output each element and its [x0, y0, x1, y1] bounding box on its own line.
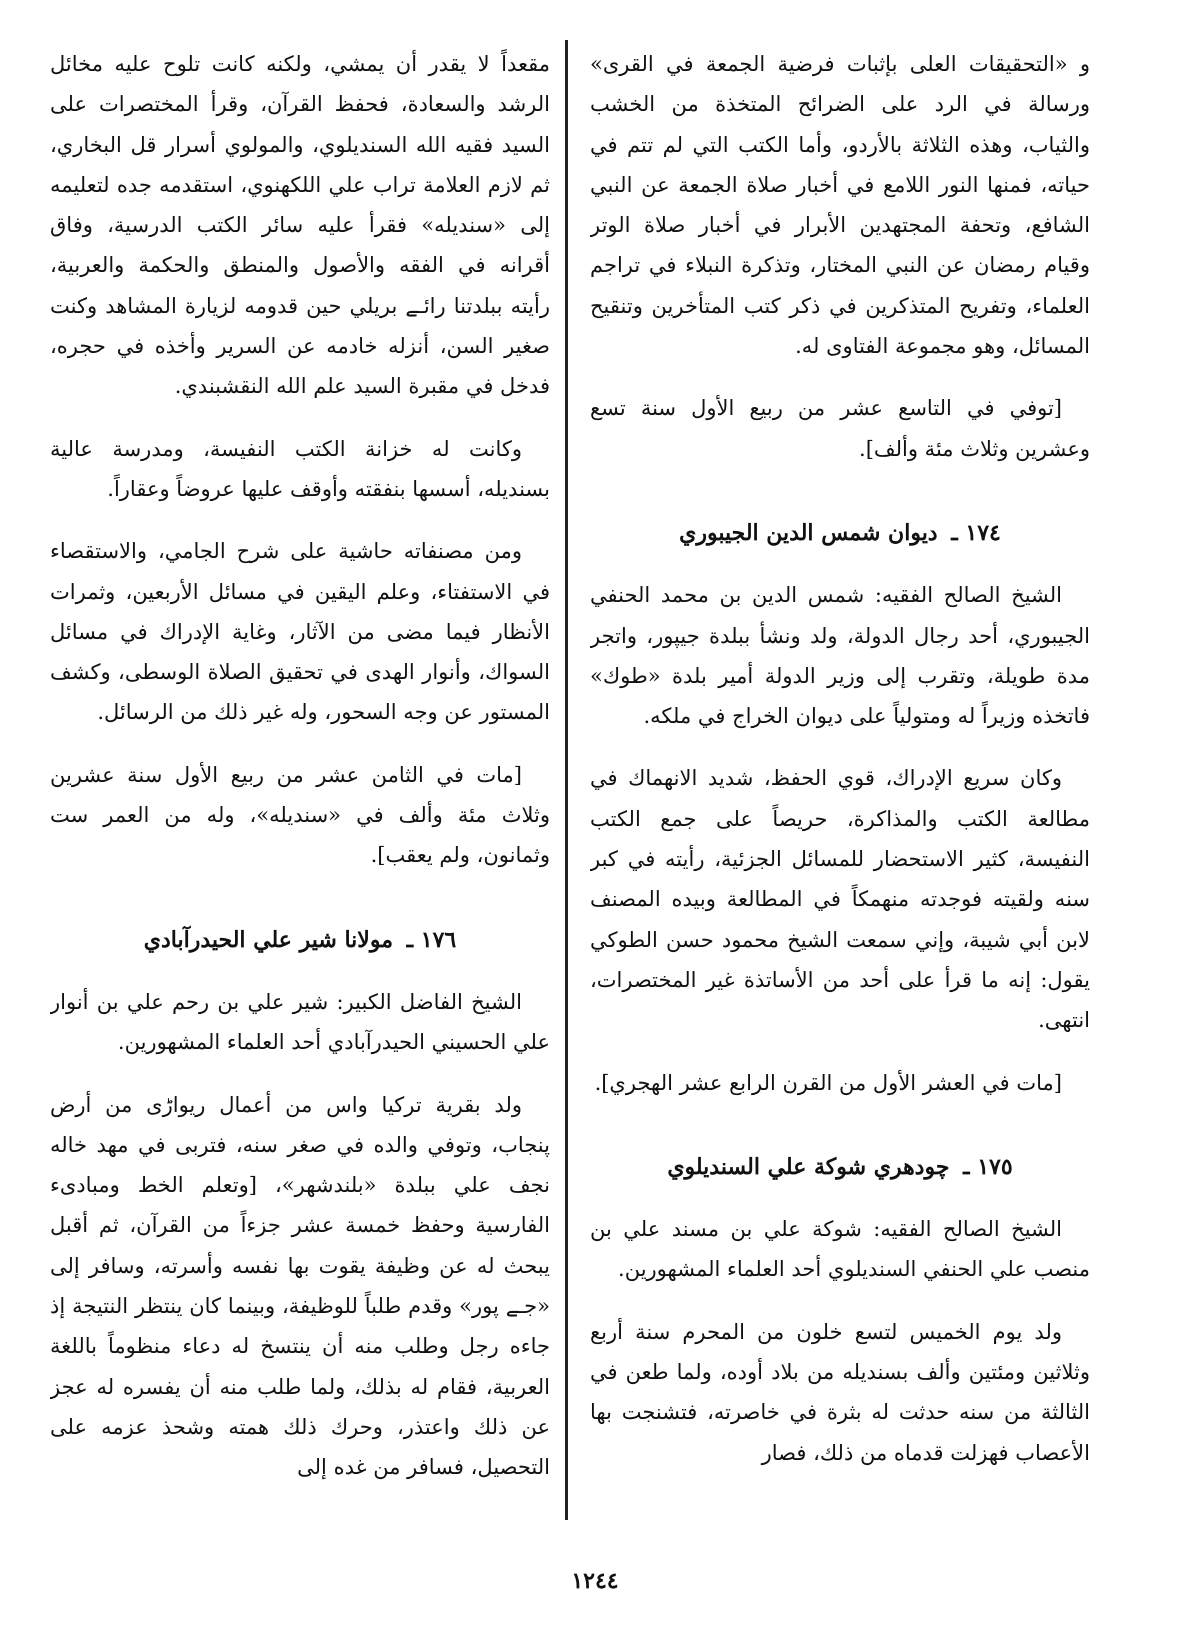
entry-number: ١٧٦ ـ	[406, 926, 457, 953]
paragraph: الشيخ الفاضل الكبير: شير علي بن رحم علي بن أنوار علي الحسيني الحيدرآبادي أحد العلماء المشهورين.	[50, 989, 550, 1055]
paragraph: و «التحقيقات العلى بإثبات فرضية الجمعة في القرى» ورسالة في الرد على الضرائح المتخذة من الخشب والثياب، وهذه الثلاثة بالأردو، وأما الكتب التي لم تتم في حياته، فمنها النور اللامع في أخبار صلاة الجمعة عن النبي الشافع، وتحفة المجتهدين الأبرار في أخبار صلاة الوتر وقيام رمضان عن النبي المختار، وتذكرة النبلاء في تراجم العلماء، وتفريح المتذكرين في ذكر كتب المتأخرين وتنقيح المسائل، وهو مجموعة الفتاوى له.	[590, 52, 1090, 359]
entry-heading-175	[590, 1147, 1090, 1187]
column-divider	[565, 40, 568, 1520]
right-column	[590, 44, 1090, 1544]
paragraph: الشيخ الصالح الفقيه: شوكة علي بن مسند علي بن منصب علي الحنفي السنديلوي أحد العلماء المشهورين.	[590, 1217, 1090, 1282]
paragraph: ولد بقرية تركيا واس من أعمال ريواڑى من أرض پنجاب، وتوفي والده في صغر سنه، فتربى في مهد خاله نجف علي ببلدة «بلندشهر»، [وتعلم الخط ومبادىء الفارسية وحفظ خمسة عشر جزءاً من القرآن، ثم أقبل يبحث له عن وظيفة يقوت بها نفسه وأسرته، وسافر إلى «جـے پور» وقدم طلباً للوظيفة، وبينما كان ينتظر النتيجة إذ جاءه رجل وطلب منه أن ينتسخ له دعاء منظوماً باللغة العربية، فقام له بذلك، ولما طلب منه أن يفسره له عجز عن ذلك واعتذر، وحرك ذلك همته وشحذ عزمه على التحصيل، فسافر من غده إلى	[50, 1092, 550, 1480]
page-number: ١٢٤٤	[571, 1568, 619, 1594]
paragraph: مقعداً لا يقدر أن يمشي، ولكنه كانت تلوح عليه مخائل الرشد والسعادة، فحفظ القرآن، وقرأ المختصرات على السيد فقيه الله السنديلوي، والمولوي أسرار قل البخاري، ثم لازم العلامة تراب علي اللكهنوي، استقدمه جده لتعليمه إلى «سنديله» فقرأ عليه سائر الكتب الدرسية، وفاق أقرانه في الفقه والأصول والمنطق والحكمة والعربية، رأيته ببلدتنا رائـے بريلي حين قدومه لزيارة المشاهد وكنت صغير السن، أنزله خادمه عن السرير وأخذه في حجره، فدخل في مقبرة السيد علم الله النقشبندي.	[50, 52, 550, 399]
paragraph: وكان سريع الإدراك، قوي الحفظ، شديد الانهماك في مطالعة الكتب والمذاكرة، حريصاً على جمع الكتب النفيسة، كثير الاستحضار للمسائل الجزئية، رأيته في كبر سنه ولقيته فوجدته منهمكاً في المطالعة وبيده المصنف لابن أبي شيبة، وإني سمعت الشيخ محمود حسن الطوكي يقول: إنه ما قرأ على أحد من الأساتذة غير المختصرات، انتهى.	[590, 766, 1090, 1033]
death-note: [مات في الثامن عشر من ربيع الأول سنة عشرين وثلاث مئة وألف في «سنديله»، وله من العمر ست وثمانون، ولم يعقب].	[50, 762, 550, 868]
entry-title: مولانا شير علي الحيدرآبادي	[143, 926, 393, 953]
entry-title: چودهري شوكة علي السنديلوي	[667, 1153, 950, 1180]
entry-title: ديوان شمس الدين الجيبوري	[679, 519, 938, 546]
paragraph: وكانت له خزانة الكتب النفيسة، ومدرسة عالية بسنديله، أسسها بنفقته وأوقف عليها عروضاً وعقاراً.	[50, 436, 550, 501]
left-column	[50, 44, 550, 1544]
paragraph: ومن مصنفاته حاشية على شرح الجامي، والاستقصاء في الاستفتاء، وعلم اليقين في مسائل الأربعين، وثمرات الأنظار فيما مضى من الآثار، وغاية الإدراك في مسائل السواك، وأنوار الهدى في تحقيق الصلاة الوسطى، وكشف المستور عن وجه السحور، وله غير ذلك من الرسائل.	[50, 539, 550, 725]
death-note: [مات في العشر الأول من القرن الرابع عشر الهجري].	[594, 1070, 1062, 1095]
death-note: [توفي في التاسع عشر من ربيع الأول سنة تسع وعشرين وثلاث مئة وألف].	[590, 396, 1090, 461]
entry-number: ١٧٥ ـ	[963, 1153, 1013, 1180]
paragraph: ولد يوم الخميس لتسع خلون من المحرم سنة أربع وثلاثين ومئتين وألف بسنديله من بلاد أوده، ولما طعن في الثالثة من سنه حدثت له بثرة في خاصرته، فتشنجت بها الأعصاب فهزلت قدماه من ذلك، فصار	[590, 1319, 1090, 1465]
paragraph: الشيخ الصالح الفقيه: شمس الدين بن محمد الحنفي الجيبوري، أحد رجال الدولة، ولد ونشأ ببلدة جيپور، واتجر مدة طويلة، وتقرب إلى وزير الدولة أمير بلدة «طوك» فاتخذه وزيراً له ومتولياً على ديوان الخراج في ملكه.	[590, 583, 1090, 729]
entry-heading-176	[50, 920, 550, 960]
entry-heading-174	[590, 513, 1090, 553]
entry-number: ١٧٤ ـ	[951, 519, 1001, 546]
